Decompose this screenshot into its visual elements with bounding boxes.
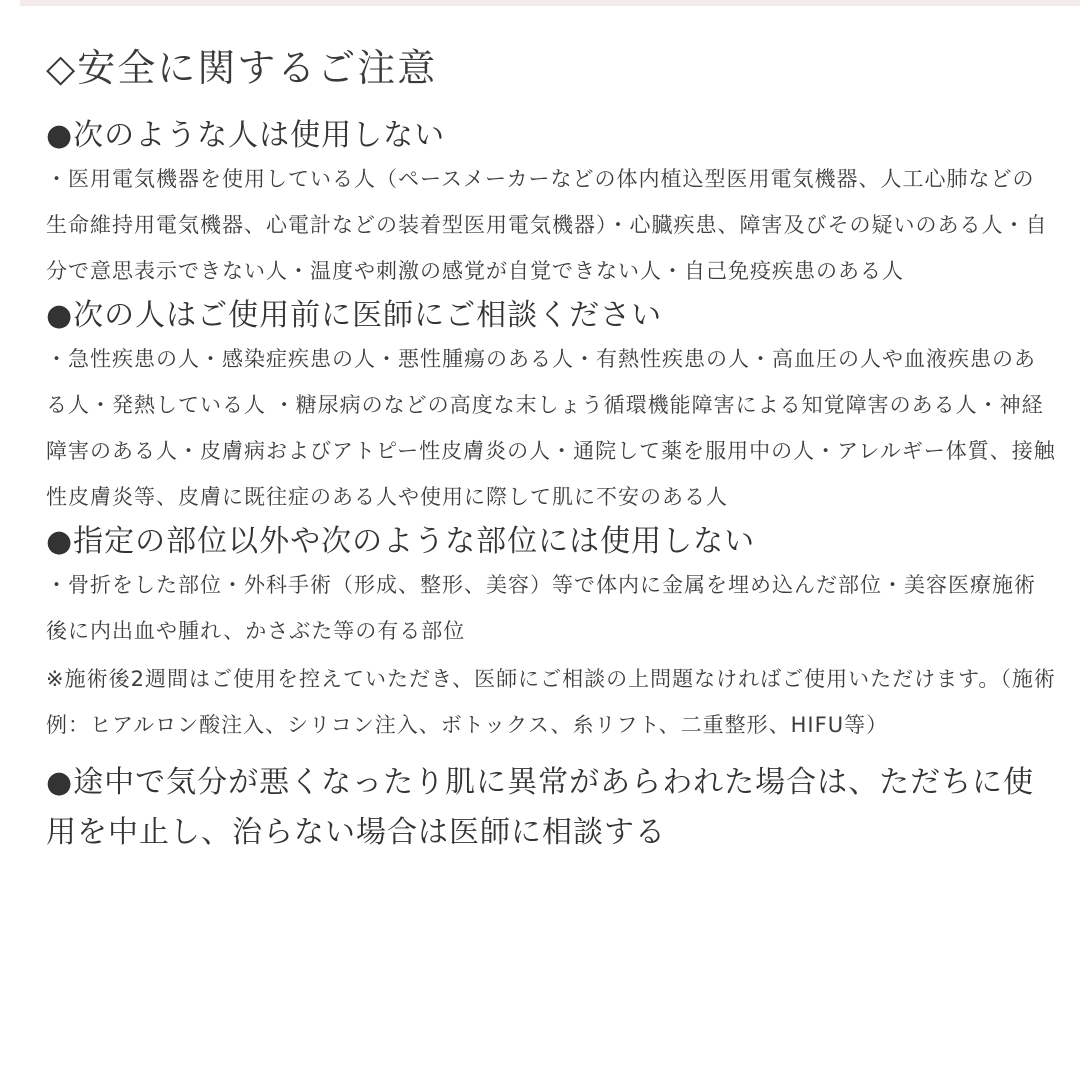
top-decorative-bar <box>20 0 1080 6</box>
final-warning-heading: ●途中で気分が悪くなったり肌に異常があらわれた場合は、ただちに使用を中止し、治らない場合は医師に相談する <box>46 765 1035 850</box>
section-body-not-for-use: ・医用電気機器を使用している人（ペースメーカーなどの体内植込型医用電気機器、人工心肺などの生命維持用電気機器、心電計などの装着型医用電気機器）・心臓疾患、障害及びその疑いのある人・自分で意思表示できない人・温度や刺激の感覚が自覚できない人・自己免疫疾患のある人 <box>46 167 1048 283</box>
section-heading-consult-doctor: ●次の人はご使用前に医師にご相談ください <box>46 298 663 333</box>
section-heading-not-for-use: ●次のような人は使用しない <box>46 118 446 153</box>
section-heading-restricted-areas: ●指定の部位以外や次のような部位には使用しない <box>46 524 756 559</box>
treatment-note: ※施術後2週間はご使用を控えていただき、医師にご相談の上問題なければご使用いただけます。（施術例：ヒアルロン酸注入、シリコン注入、ボトックス、糸リフト、二重整形、HIFU等） <box>46 667 1056 737</box>
section-body-restricted-areas: ・骨折をした部位・外科手術（形成、整形、美容）等で体内に金属を埋め込んだ部位・美容医療施術後に内出血や腫れ、かさぶた等の有る部位 <box>46 573 1036 643</box>
section-body-consult-doctor: ・急性疾患の人・感染症疾患の人・悪性腫瘍のある人・有熱性疾患の人・高血圧の人や血液疾患のある人・発熱している人 ・糖尿病のなどの高度な末しょう循環機能障害による知覚障害のある人・神経障害のある人・皮膚病およびアトピー性皮膚炎の人・通院して薬を服用中の人・アレルギー体質、接触性皮膚炎等、皮膚に既往症のある人や使用に際して肌に不安のある人 <box>46 347 1056 509</box>
page-title: ◇安全に関するご注意 <box>46 46 438 90</box>
safety-notice <box>46 42 1056 858</box>
